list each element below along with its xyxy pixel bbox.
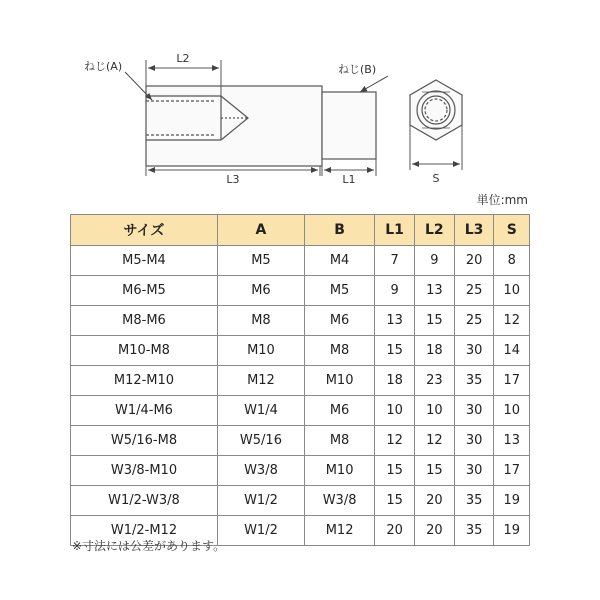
- unit-label: 単位:mm: [476, 193, 528, 207]
- cell-a: W1/4: [217, 396, 304, 426]
- cell-a: W3/8: [217, 456, 304, 486]
- cell-l1: 15: [375, 336, 415, 366]
- cell-l3: 30: [454, 396, 494, 426]
- cell-s: 10: [494, 396, 530, 426]
- cell-a: W5/16: [217, 426, 304, 456]
- cell-size: M8-M6: [71, 306, 218, 336]
- cell-size: W5/16-M8: [71, 426, 218, 456]
- cell-a: M8: [217, 306, 304, 336]
- table-row: [71, 336, 530, 366]
- cell-l2: 15: [414, 456, 454, 486]
- table-row: [71, 276, 530, 306]
- hex-end-view: [410, 80, 462, 140]
- cell-size: M12-M10: [71, 366, 218, 396]
- cell-s: 19: [494, 516, 530, 546]
- table-row: [71, 396, 530, 426]
- cell-size: W3/8-M10: [71, 456, 218, 486]
- cell-b: M8: [304, 336, 374, 366]
- cell-l2: 20: [414, 516, 454, 546]
- cell-l3: 25: [454, 276, 494, 306]
- thread-a-leader: [84, 60, 152, 100]
- table-row: [71, 246, 530, 276]
- col-header-l3: L3: [454, 215, 494, 246]
- table-row: [71, 426, 530, 456]
- col-header-a: A: [217, 215, 304, 246]
- thread-b-label: ねじ(B): [338, 63, 377, 76]
- col-header-size: サイズ: [71, 215, 218, 246]
- cell-a: W1/2: [217, 486, 304, 516]
- cell-size: M6-M5: [71, 276, 218, 306]
- cell-s: 10: [494, 276, 530, 306]
- cell-b: M6: [304, 306, 374, 336]
- cell-l3: 30: [454, 456, 494, 486]
- l3-label: L3: [226, 173, 240, 186]
- cell-l2: 13: [414, 276, 454, 306]
- cell-s: 8: [494, 246, 530, 276]
- cell-s: 13: [494, 426, 530, 456]
- cell-b: M12: [304, 516, 374, 546]
- cell-l1: 20: [375, 516, 415, 546]
- thread-b-leader: [338, 63, 388, 92]
- table-row: [71, 456, 530, 486]
- cell-l3: 30: [454, 336, 494, 366]
- standoff-drawing: [0, 0, 600, 200]
- table-row: [71, 306, 530, 336]
- cell-l3: 20: [454, 246, 494, 276]
- cell-l2: 12: [414, 426, 454, 456]
- cell-s: 17: [494, 456, 530, 486]
- cell-s: 19: [494, 486, 530, 516]
- cell-b: M10: [304, 366, 374, 396]
- cell-l3: 35: [454, 486, 494, 516]
- cell-a: M5: [217, 246, 304, 276]
- standoff-side-view: [146, 86, 376, 166]
- cell-l2: 18: [414, 336, 454, 366]
- l2-label: L2: [176, 52, 190, 65]
- dimension-l3: [146, 166, 320, 186]
- cell-l1: 13: [375, 306, 415, 336]
- cell-l1: 12: [375, 426, 415, 456]
- cell-l2: 10: [414, 396, 454, 426]
- cell-l2: 23: [414, 366, 454, 396]
- table-row: [71, 486, 530, 516]
- cell-s: 17: [494, 366, 530, 396]
- col-header-b: B: [304, 215, 374, 246]
- cell-l2: 9: [414, 246, 454, 276]
- cell-l3: 35: [454, 366, 494, 396]
- cell-size: M10-M8: [71, 336, 218, 366]
- cell-b: W3/8: [304, 486, 374, 516]
- cell-l2: 20: [414, 486, 454, 516]
- header-row: [71, 215, 530, 246]
- l1-label: L1: [342, 173, 356, 186]
- spec-table: [70, 214, 530, 546]
- cell-a: W1/2: [217, 516, 304, 546]
- s-label: S: [432, 172, 440, 185]
- cell-a: M10: [217, 336, 304, 366]
- cell-size: M5-M4: [71, 246, 218, 276]
- cell-b: M6: [304, 396, 374, 426]
- cell-l1: 9: [375, 276, 415, 306]
- cell-b: M8: [304, 426, 374, 456]
- cell-l2: 15: [414, 306, 454, 336]
- cell-a: M6: [217, 276, 304, 306]
- col-header-s: S: [494, 215, 530, 246]
- cell-l1: 18: [375, 366, 415, 396]
- col-header-l2: L2: [414, 215, 454, 246]
- cell-b: M5: [304, 276, 374, 306]
- cell-b: M4: [304, 246, 374, 276]
- cell-a: M12: [217, 366, 304, 396]
- cell-l3: 30: [454, 426, 494, 456]
- cell-size: W1/2-M12: [71, 516, 218, 546]
- cell-size: W1/2-W3/8: [71, 486, 218, 516]
- cell-l3: 35: [454, 516, 494, 546]
- col-header-l1: L1: [375, 215, 415, 246]
- cell-size: W1/4-M6: [71, 396, 218, 426]
- thread-a-label: ねじ(A): [84, 60, 123, 73]
- table-row: [71, 366, 530, 396]
- cell-l1: 15: [375, 486, 415, 516]
- cell-l1: 15: [375, 456, 415, 486]
- cell-b: M10: [304, 456, 374, 486]
- cell-l1: 10: [375, 396, 415, 426]
- dimension-l1: [322, 159, 376, 186]
- cell-l1: 7: [375, 246, 415, 276]
- cell-l3: 25: [454, 306, 494, 336]
- tolerance-note: ※寸法には公差があります。: [72, 539, 226, 553]
- cell-s: 14: [494, 336, 530, 366]
- cell-s: 12: [494, 306, 530, 336]
